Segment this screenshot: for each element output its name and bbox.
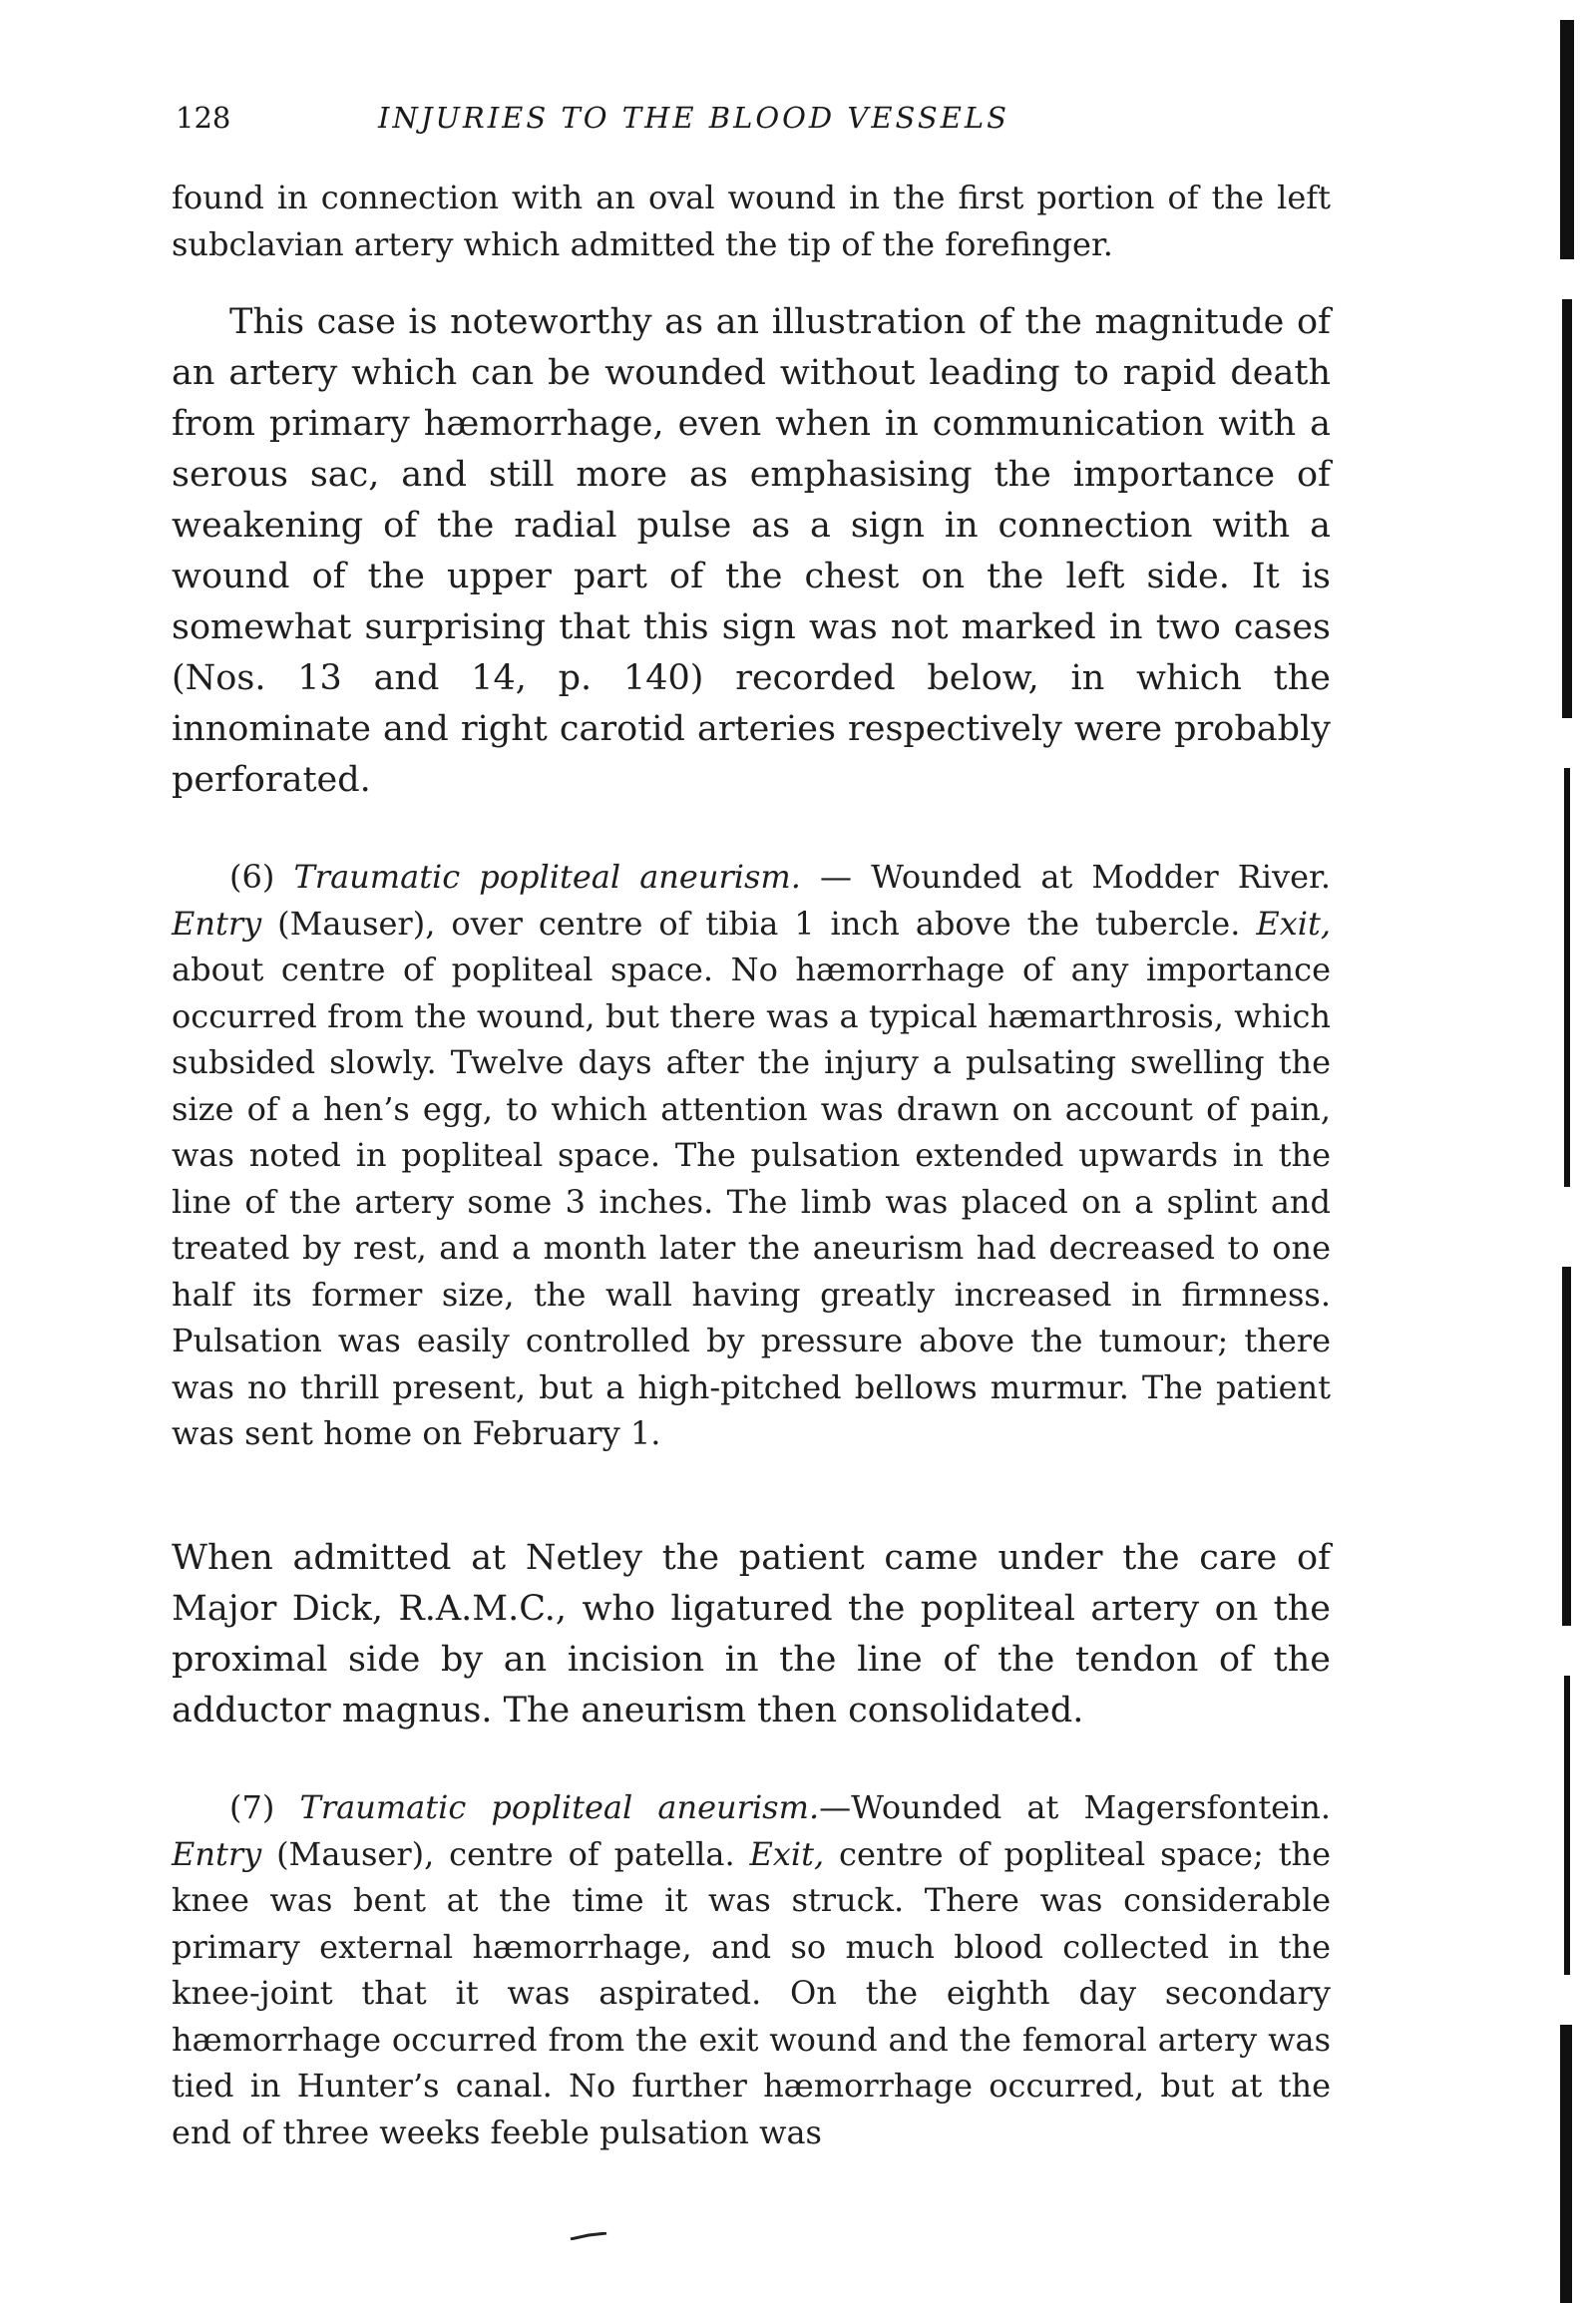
edge-mark (1562, 299, 1572, 718)
exit-label: Exit, (749, 1834, 825, 1873)
case-text: (Mauser), centre of patella. (261, 1834, 750, 1873)
paragraph-continuation: found in connection with an oval wound in the first portion of the left subclavian artery which admitted the tip of the forefinger. (172, 179, 1331, 263)
paragraph-netley: When admitted at Netley the patient came under the care of Major Dick, R.A.M.C., who ligatured the popliteal artery on the proximal side by an incision in the line of the tendon of the adductor magnus. The aneurism then consolidated. (172, 1538, 1331, 1730)
case-text: (Mauser), over centre of tibia 1 inch above the tubercle. (261, 904, 1257, 943)
case-title: Traumatic popliteal aneurism. (293, 858, 801, 896)
edge-mark (1564, 768, 1570, 1187)
case-6-paragraph (172, 854, 1331, 1457)
case-number: (6) (229, 858, 275, 896)
running-header (176, 96, 1173, 140)
case-text: Wounded at Magersfontein. (851, 1788, 1332, 1826)
running-title: INJURIES TO THE BLOOD VESSELS (378, 101, 1010, 135)
edge-mark (1562, 1267, 1571, 1626)
case-text: centre of popliteal space; the knee was bent at the time it was struck. There was considerable primary external hæmorrhage, and so much blood collected in the knee-joint that it was aspirated. On the eighth day secondary hæmorrhage occurred from the exit wound and the femoral artery was tied in Hunter’s canal. No further hæmorrhage occurred, but at the end of three weeks feeble pulsation was (172, 1834, 1332, 2151)
edge-mark (1564, 1676, 1570, 1975)
paragraph-commentary: This case is noteworthy as an illustration of the magnitude of an artery which can be wounded without leading to rapid death from primary hæmorrhage, even when in communication with a serous sac, and still more as emphasising the importance of weakening of the radial pulse as a sign in connection with a wound of the upper part of the chest on the left side. It is somewhat surprising that this sign was not marked in two cases (Nos. 13 and 14, p. 140) recorded below, in which the innominate and right carotid arteries respectively were probably perforated. (172, 302, 1331, 800)
case-dash: — (819, 1788, 852, 1826)
edge-mark (1560, 2025, 1572, 2303)
page-edge-shadow (1556, 0, 1596, 2303)
case-text: about centre of popliteal space. No hæmorrhage of any importance occurred from the wound, but there was a typical hæmarthrosis, which subsided slowly. Twelve days after the injury a pulsating swelling the size of a hen’s egg, to which attention was drawn on account of pain, was noted in popliteal space. The pulsation extended upwards in the line of the artery some 3 inches. The limb was placed on a splint and treated by rest, and a month later the aneurism had decreased to one half its former size, the wall having greatly increased in firmness. Pulsation was easily controlled by pressure above the tumour; there was no thrill present, but a high-pitched bellows murmur. The patient was sent home on February 1. (172, 951, 1331, 1452)
case-text: Wounded at Modder River. (871, 858, 1332, 896)
case-title: Traumatic popliteal aneurism. (299, 1788, 820, 1826)
exit-label: Exit, (1256, 904, 1331, 943)
case-number: (7) (229, 1788, 275, 1826)
page-number: 128 (176, 101, 231, 135)
entry-label: Entry (172, 1834, 262, 1873)
stray-ink-mark (569, 2232, 608, 2240)
edge-mark (1560, 20, 1574, 259)
entry-label: Entry (172, 904, 262, 943)
case-dash: — (800, 858, 872, 896)
case-7-paragraph (172, 1784, 1331, 2155)
